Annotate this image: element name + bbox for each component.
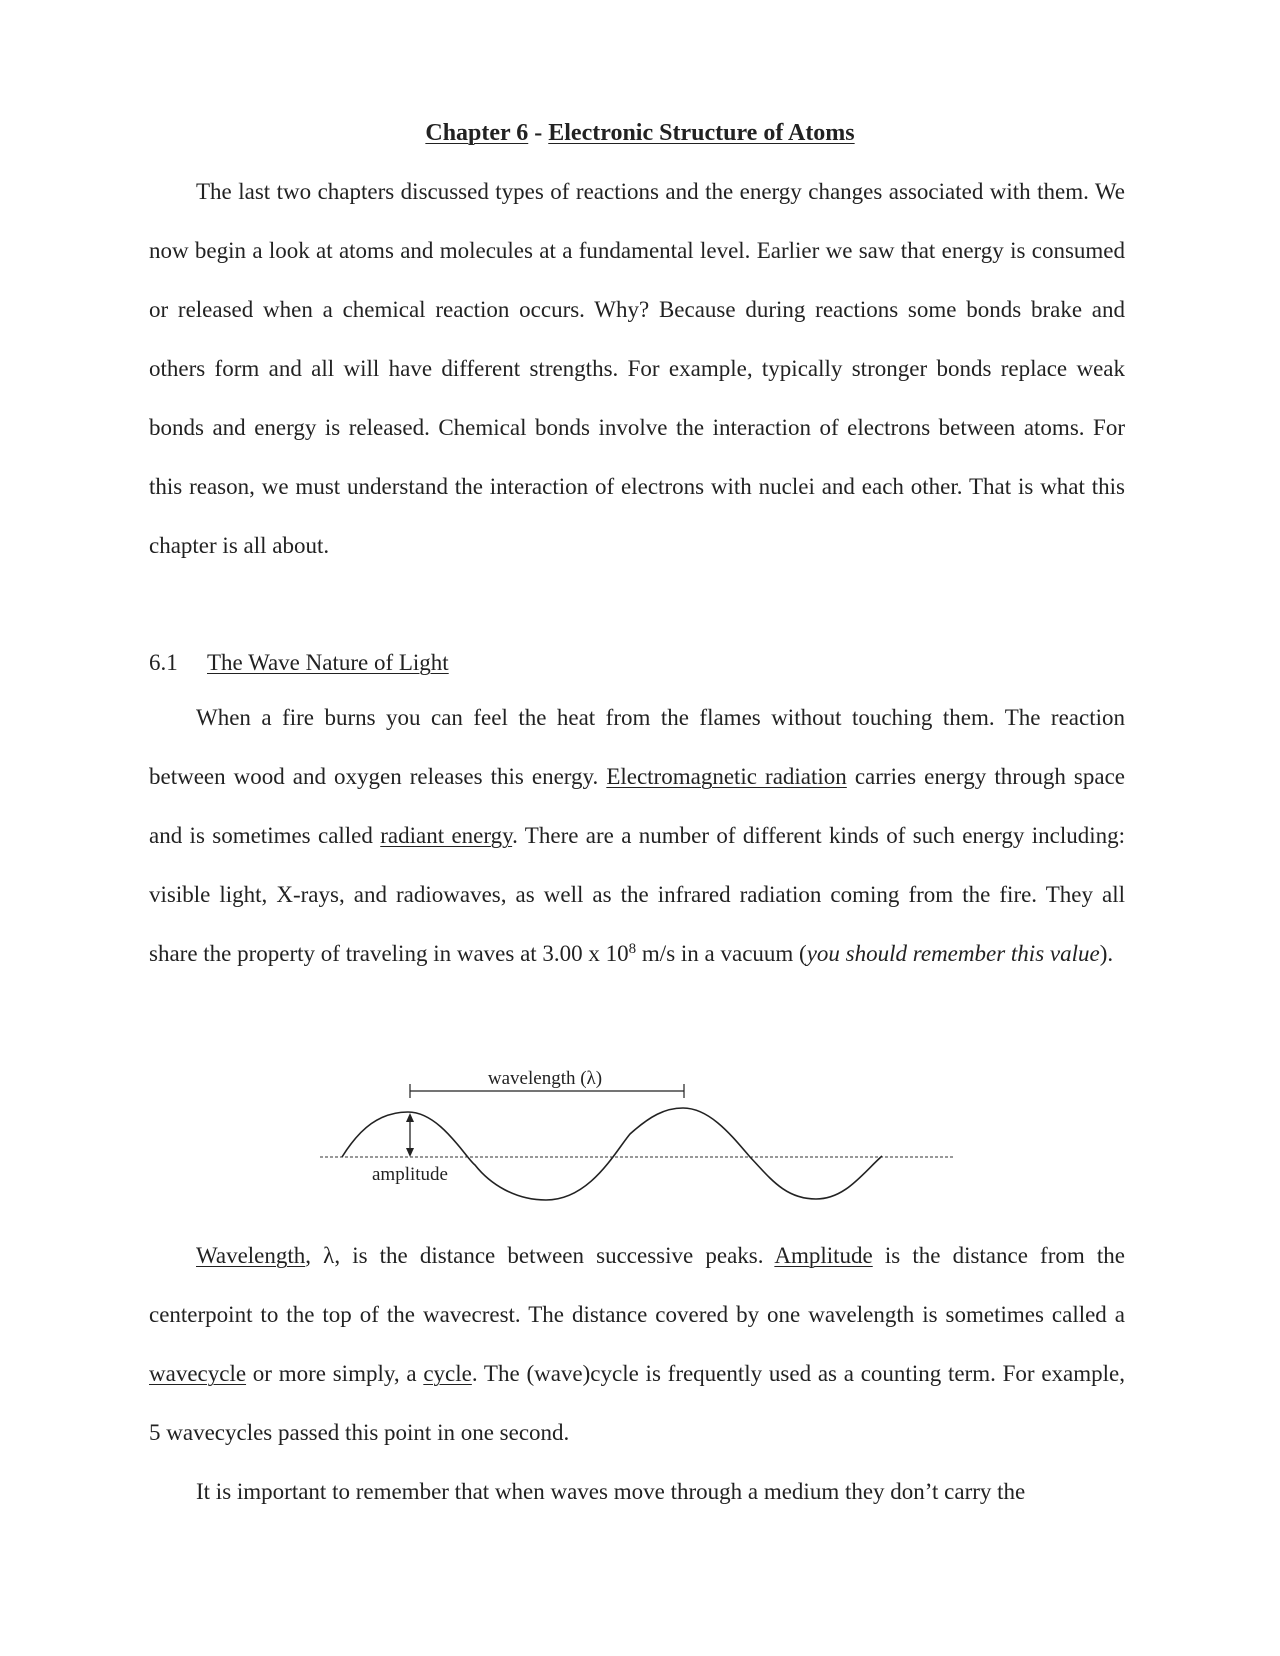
term-wavelength: Wavelength — [196, 1243, 306, 1268]
p3-text-1: , λ, is the distance between successive peaks. — [305, 1243, 775, 1268]
term-radiant-energy: radiant energy — [380, 823, 513, 848]
p2-text-2: carries energy through space and is sometimes called — [149, 764, 1125, 848]
p3-text-3: or more simply, a — [246, 1361, 424, 1386]
p3-text-4: . The (wave)cycle is frequently used as a counting term. For example, 5 wavecycles passed this point in one second. — [149, 1361, 1125, 1445]
title-separator: - — [528, 120, 549, 146]
italic-note: you should remember this value — [806, 941, 1100, 966]
wave-diagram — [300, 1056, 960, 1216]
wavelength-label: wavelength (λ) — [487, 1068, 603, 1089]
term-electromagnetic-radiation: Electromagnetic radiation — [606, 764, 847, 789]
term-amplitude: Amplitude — [774, 1243, 873, 1268]
term-cycle: cycle — [423, 1361, 472, 1386]
amplitude-arrow-up — [406, 1113, 414, 1122]
chapter-number: Chapter 6 — [425, 120, 529, 146]
exponent: 8 — [628, 941, 637, 957]
section-number: 6.1 — [149, 650, 178, 675]
amplitude-label: amplitude — [372, 1164, 448, 1185]
chapter-title — [0, 118, 1280, 148]
intro-paragraph: The last two chapters discussed types of reactions and the energy changes associated with them. We now begin a look at atoms and molecules at a fundamental level. Earlier we saw that energy is consumed or released when a chemical reaction occurs. Why? Because during reactions some bonds brake and others form and all will have different strengths. For example, typically stronger bonds replace weak bonds and energy is released. Chemical bonds involve the interaction of electrons between atoms. For this reason, we must understand the interaction of electrons with nuclei and each other. That is what this chapter is all about. — [149, 179, 1125, 558]
medium-paragraph: It is important to remember that when waves move through a medium they don’t carry the — [196, 1479, 1026, 1504]
wave-nature-paragraph — [149, 688, 1125, 983]
section-title: The Wave Nature of Light — [207, 650, 449, 675]
wavelength-paragraph — [149, 1226, 1125, 1462]
p2-text-1: When a fire burns you can feel the heat from the flames without touching them. The reaction between wood and oxygen releases this energy. — [149, 705, 1125, 789]
p2-text-5: ). — [1099, 941, 1114, 966]
amplitude-arrow-down — [406, 1148, 414, 1157]
section-heading — [149, 648, 449, 678]
p3-text-2: is the distance from the centerpoint to the top of the wavecrest. The distance covered by one wavelength is sometimes called a — [149, 1243, 1125, 1327]
p2-text-4: m/s in a vacuum ( — [636, 941, 807, 966]
term-wavecycle: wavecycle — [149, 1361, 247, 1386]
wave-diagram-svg — [300, 1056, 960, 1216]
chapter-name: Electronic Structure of Atoms — [548, 120, 855, 146]
sine-wave — [342, 1108, 882, 1200]
p2-text-3: . There are a number of different kinds of such energy including: visible light, X-rays, and radiowaves, as well as the infrared radiation coming from the fire. They all share the property of traveling in waves at 3.00 x 10 — [149, 823, 1125, 966]
